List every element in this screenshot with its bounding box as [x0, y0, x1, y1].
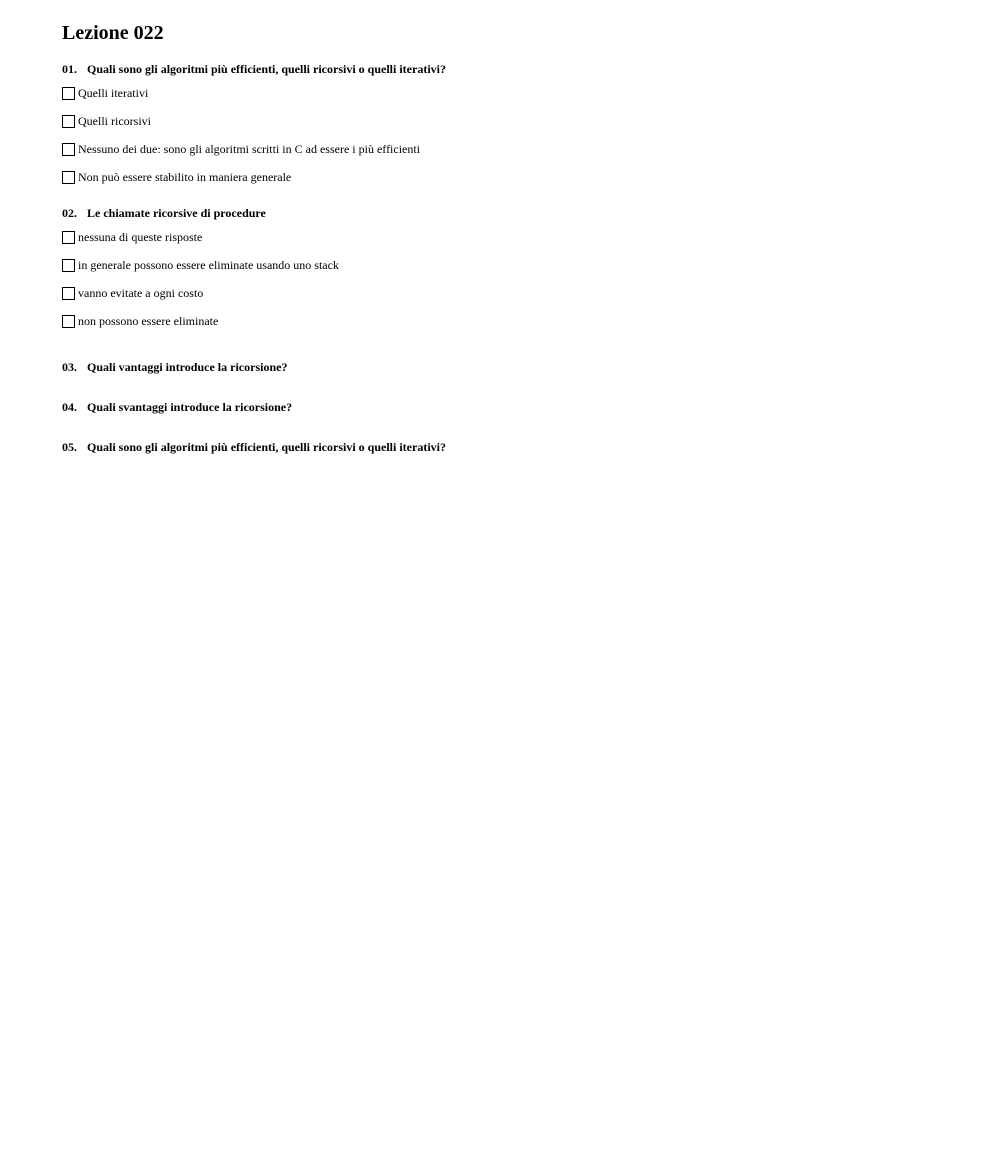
option-label: nessuna di queste risposte [78, 230, 203, 244]
option-label: non possono essere eliminate [78, 314, 219, 328]
question-01 [62, 61, 962, 191]
question-text: Le chiamate ricorsive di procedure [87, 206, 266, 220]
option-item [62, 251, 962, 279]
option-item [62, 223, 962, 251]
question-text: Quali vantaggi introduce la ricorsione? [87, 360, 288, 374]
option-item [62, 279, 962, 307]
option-item [62, 307, 962, 335]
question-03 [62, 359, 962, 375]
page-title: Lezione 022 [62, 22, 164, 44]
question-header [62, 399, 962, 415]
question-header [62, 205, 962, 221]
checkbox[interactable] [62, 315, 75, 328]
options-list [62, 223, 962, 335]
checkbox[interactable] [62, 287, 75, 300]
checkbox[interactable] [62, 231, 75, 244]
question-text: Quali svantaggi introduce la ricorsione? [87, 400, 293, 414]
checkbox[interactable] [62, 87, 75, 100]
option-label: in generale possono essere eliminate usando uno stack [78, 258, 339, 272]
question-number: 05. [62, 440, 77, 454]
question-number: 04. [62, 400, 77, 414]
question-05 [62, 439, 962, 455]
checkbox[interactable] [62, 171, 75, 184]
question-text: Quali sono gli algoritmi più efficienti, quelli ricorsivi o quelli iterativi? [87, 62, 446, 76]
question-number: 02. [62, 206, 77, 220]
option-item [62, 79, 962, 107]
question-header [62, 61, 962, 77]
option-label: Nessuno dei due: sono gli algoritmi scritti in C ad essere i più efficienti [78, 142, 421, 156]
question-number: 03. [62, 360, 77, 374]
question-02 [62, 205, 962, 335]
option-label: vanno evitate a ogni costo [78, 286, 204, 300]
question-header [62, 439, 962, 455]
checkbox[interactable] [62, 115, 75, 128]
question-header [62, 359, 962, 375]
document-page [62, 20, 962, 455]
option-item [62, 135, 962, 163]
option-label: Quelli iterativi [78, 86, 149, 100]
option-item [62, 163, 962, 191]
options-list [62, 79, 962, 191]
option-label: Quelli ricorsivi [78, 114, 151, 128]
question-04 [62, 399, 962, 415]
question-number: 01. [62, 62, 77, 76]
checkbox[interactable] [62, 259, 75, 272]
option-item [62, 107, 962, 135]
option-label: Non può essere stabilito in maniera generale [78, 170, 292, 184]
checkbox[interactable] [62, 143, 75, 156]
question-text: Quali sono gli algoritmi più efficienti, quelli ricorsivi o quelli iterativi? [87, 440, 446, 454]
